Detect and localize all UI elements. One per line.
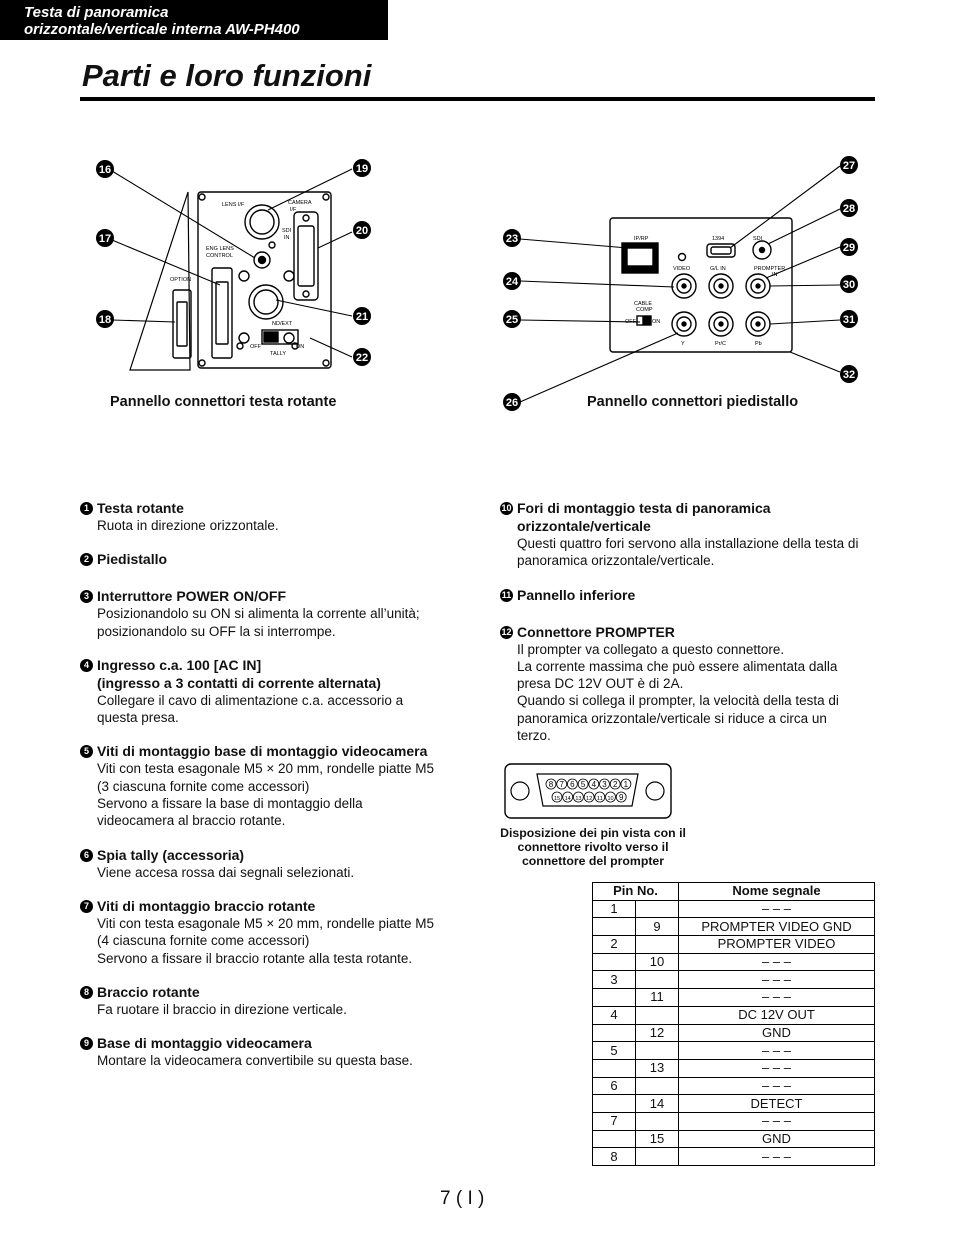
table-row bbox=[593, 1006, 875, 1024]
item-8 bbox=[80, 983, 455, 1018]
item-number: 4 bbox=[80, 659, 93, 672]
connector-pin-label: 3 bbox=[602, 780, 607, 789]
pin-cell bbox=[593, 1024, 636, 1042]
svg-text:16: 16 bbox=[98, 164, 112, 176]
item-number: 11 bbox=[501, 589, 512, 600]
signal-cell: – – – bbox=[679, 1059, 875, 1077]
pin-table bbox=[592, 882, 875, 1166]
label-tally: TALLY bbox=[270, 351, 286, 357]
item-number: 2 bbox=[80, 553, 93, 566]
connector-pin-label: 7 bbox=[559, 780, 564, 789]
connector-pin-label: 15 bbox=[553, 796, 561, 802]
callout-28 bbox=[840, 199, 858, 217]
svg-text:25: 25 bbox=[505, 314, 519, 326]
signal-cell: – – – bbox=[679, 953, 875, 971]
svg-text:20: 20 bbox=[355, 225, 369, 237]
item-number: 10 bbox=[501, 503, 512, 513]
item-heading: Viti di montaggio braccio rotante bbox=[97, 897, 316, 914]
item-12 bbox=[500, 623, 875, 745]
signal-cell: – – – bbox=[679, 1042, 875, 1060]
callout-25 bbox=[503, 310, 521, 328]
connector-pin-label: 12 bbox=[586, 796, 593, 802]
svg-text:21: 21 bbox=[355, 311, 369, 323]
item-number: 12 bbox=[501, 626, 512, 637]
label-on: ON bbox=[296, 344, 305, 350]
pin-cell: 1 bbox=[593, 900, 636, 918]
svg-text:23: 23 bbox=[505, 233, 519, 245]
callout-24 bbox=[503, 272, 521, 290]
label-pr-c: Pr/C bbox=[715, 341, 726, 347]
svg-text:24: 24 bbox=[505, 276, 519, 288]
item-body: Viene accesa rossa dai segnali selezionati. bbox=[97, 864, 355, 880]
callout-18 bbox=[96, 310, 114, 328]
callout-26 bbox=[503, 393, 521, 411]
pin-cell: 13 bbox=[636, 1059, 679, 1077]
connector-caption: Disposizione dei pin vista con il connettore rivolto verso il connettore del prompter bbox=[500, 826, 686, 868]
label-sdi-out: SDI bbox=[753, 236, 763, 242]
item-body: Il prompter va collegato a questo connettore. La corrente massima che può essere alimentata dalla presa DC 12V OUT è di 2A. Quando si collega il prompter, la velocità della testa di panoramica orizzontale/verticale si riduce a circa un terzo. bbox=[517, 641, 839, 744]
pin-cell: 6 bbox=[593, 1077, 636, 1095]
callout-17 bbox=[96, 229, 114, 247]
item-body: Viti con testa esagonale M5 × 20 mm, rondelle piatte M5 (3 ciascuna fornite come accessori) Servono a fissare la base di montaggio della videocamera al braccio rotante. bbox=[97, 761, 435, 829]
connector-pin-label: 14 bbox=[564, 796, 571, 802]
svg-text:30: 30 bbox=[842, 279, 856, 291]
pin-cell bbox=[593, 1095, 636, 1113]
pin-cell bbox=[636, 1148, 679, 1166]
table-row bbox=[593, 1077, 875, 1095]
item-body: Collegare il cavo di alimentazione c.a. accessorio a questa presa. bbox=[97, 692, 404, 726]
item-1 bbox=[80, 499, 455, 534]
callout-30 bbox=[840, 275, 858, 293]
pin-cell bbox=[593, 1059, 636, 1077]
left-figure-caption: Pannello connettori testa rotante bbox=[110, 394, 337, 410]
label-off: OFF bbox=[250, 344, 261, 350]
signal-cell: – – – bbox=[679, 1077, 875, 1095]
label-sdi: SDI bbox=[282, 228, 292, 234]
callout-31 bbox=[840, 310, 858, 328]
pin-cell: 2 bbox=[593, 936, 636, 954]
item-heading: Braccio rotante bbox=[97, 983, 200, 1000]
callout-19 bbox=[353, 159, 371, 177]
pin-cell: 9 bbox=[636, 918, 679, 936]
item-heading: Ingresso c.a. 100 [AC IN] (ingresso a 3 contatti di corrente alternata) bbox=[97, 656, 381, 691]
svg-text:32: 32 bbox=[842, 369, 856, 381]
connector-pin-label: 5 bbox=[580, 780, 586, 789]
item-body: Montare la videocamera convertibile su questa base. bbox=[97, 1053, 413, 1069]
item-2 bbox=[80, 550, 455, 568]
item-10 bbox=[500, 499, 875, 570]
table-row bbox=[593, 1148, 875, 1166]
signal-cell: PROMPTER VIDEO GND bbox=[679, 918, 875, 936]
label-camera: CAMERA bbox=[288, 200, 312, 206]
item-heading: Fori di montaggio testa di panoramica orizzontale/verticale bbox=[517, 500, 771, 534]
label-eng-control: CONTROL bbox=[206, 253, 233, 259]
table-row bbox=[593, 1130, 875, 1148]
connector-pin-label: 6 bbox=[570, 780, 575, 789]
pin-cell bbox=[636, 936, 679, 954]
signal-cell: – – – bbox=[679, 989, 875, 1007]
pin-cell bbox=[636, 900, 679, 918]
svg-text:17: 17 bbox=[98, 233, 112, 245]
left-items-column bbox=[80, 499, 455, 1085]
pin-cell: 14 bbox=[636, 1095, 679, 1113]
label-video: VIDEO bbox=[673, 266, 691, 272]
pin-cell bbox=[593, 1130, 636, 1148]
label-cable-on: ON bbox=[652, 319, 661, 325]
table-row bbox=[593, 1024, 875, 1042]
signal-cell: DC 12V OUT bbox=[679, 1006, 875, 1024]
item-body: Ruota in direzione orizzontale. bbox=[97, 518, 279, 533]
table-row bbox=[593, 989, 875, 1007]
item-number: 7 bbox=[80, 900, 93, 913]
connector-pin-label: 9 bbox=[618, 793, 624, 802]
table-row bbox=[593, 953, 875, 971]
connector-pin-label: 11 bbox=[596, 796, 603, 802]
callout-29 bbox=[840, 238, 858, 256]
item-number: 1 bbox=[80, 502, 93, 515]
item-number: 8 bbox=[80, 986, 93, 999]
pin-cell bbox=[636, 1006, 679, 1024]
pin-cell bbox=[636, 1077, 679, 1095]
svg-text:29: 29 bbox=[842, 242, 856, 254]
connector-pin-label: 8 bbox=[548, 780, 554, 789]
table-row bbox=[593, 971, 875, 989]
label-1394: 1394 bbox=[712, 236, 725, 242]
item-5 bbox=[80, 742, 455, 829]
header-title-line-2: orizzontale/verticale interna AW-PH400 bbox=[24, 21, 300, 38]
table-row bbox=[593, 1042, 875, 1060]
pin-cell bbox=[593, 953, 636, 971]
pin-cell bbox=[636, 971, 679, 989]
pin-cell: 3 bbox=[593, 971, 636, 989]
pin-cell bbox=[593, 989, 636, 1007]
connector-panels-figure bbox=[0, 0, 954, 420]
label-comp: COMP bbox=[636, 307, 653, 313]
label-option: OPTION bbox=[170, 277, 192, 283]
connector-pin-label: 10 bbox=[607, 796, 614, 802]
callout-20 bbox=[353, 221, 371, 239]
pin-cell: 11 bbox=[636, 989, 679, 1007]
label-y: Y bbox=[681, 341, 685, 347]
item-body: Fa ruotare il braccio in direzione verticale. bbox=[97, 1001, 347, 1017]
connector-pin-label: 4 bbox=[591, 780, 597, 789]
prompter-connector-diagram bbox=[500, 760, 676, 824]
callout-22 bbox=[353, 348, 371, 366]
signal-cell: – – – bbox=[679, 971, 875, 989]
pin-cell: 12 bbox=[636, 1024, 679, 1042]
right-figure-caption: Pannello connettori piedistallo bbox=[587, 394, 799, 410]
pin-cell: 15 bbox=[636, 1130, 679, 1148]
callout-21 bbox=[353, 307, 371, 325]
table-row bbox=[593, 918, 875, 936]
label-prompter-in: IN bbox=[772, 272, 778, 278]
table-row bbox=[593, 900, 875, 918]
pin-table-header bbox=[593, 883, 875, 901]
item-body: Viti con testa esagonale M5 × 20 mm, rondelle piatte M5 (4 ciascuna fornite come accessori) Servono a fissare il braccio rotante alla testa rotante. bbox=[97, 915, 435, 966]
pin-cell: 5 bbox=[593, 1042, 636, 1060]
svg-text:19: 19 bbox=[355, 163, 369, 175]
table-row bbox=[593, 936, 875, 954]
pin-cell bbox=[636, 1042, 679, 1060]
signal-cell: – – – bbox=[679, 1112, 875, 1130]
callout-23 bbox=[503, 229, 521, 247]
item-heading: Interruttore POWER ON/OFF bbox=[97, 588, 286, 605]
label-prompter: PROMPTER bbox=[754, 266, 786, 272]
table-row bbox=[593, 1095, 875, 1113]
label-cable: CABLE bbox=[634, 301, 653, 307]
item-body: Questi quattro fori servono alla installazione della testa di panoramica orizzontale/verticale. bbox=[517, 536, 859, 569]
label-eng-lens: ENG LENS bbox=[206, 246, 234, 252]
table-row bbox=[593, 1059, 875, 1077]
header-title-line-1: Testa di panoramica bbox=[24, 4, 169, 21]
item-heading: Spia tally (accessoria) bbox=[97, 846, 245, 863]
svg-text:26: 26 bbox=[505, 397, 519, 409]
svg-text:31: 31 bbox=[842, 314, 856, 326]
signal-name-header: Nome segnale bbox=[679, 883, 875, 901]
item-heading: Viti di montaggio base di montaggio videocamera bbox=[97, 743, 428, 760]
item-number: 5 bbox=[80, 745, 93, 758]
item-4 bbox=[80, 656, 455, 727]
item-6 bbox=[80, 846, 455, 881]
signal-cell: – – – bbox=[679, 900, 875, 918]
label-lens-if: LENS I/F bbox=[222, 202, 245, 208]
item-heading: Base di montaggio videocamera bbox=[97, 1035, 312, 1052]
item-heading: Pannello inferiore bbox=[517, 586, 636, 603]
signal-cell: PROMPTER VIDEO bbox=[679, 936, 875, 954]
table-row bbox=[593, 1112, 875, 1130]
label-cable-off: OFF bbox=[625, 319, 636, 325]
svg-text:28: 28 bbox=[842, 203, 856, 215]
signal-cell: DETECT bbox=[679, 1095, 875, 1113]
pin-no-header: Pin No. bbox=[593, 883, 679, 901]
item-7 bbox=[80, 897, 455, 967]
signal-cell: – – – bbox=[679, 1148, 875, 1166]
pin-cell bbox=[593, 918, 636, 936]
right-items-column bbox=[500, 499, 875, 760]
item-9 bbox=[80, 1034, 455, 1069]
label-pb: Pb bbox=[755, 341, 762, 347]
connector-pin-label: 2 bbox=[612, 780, 618, 789]
pin-cell: 7 bbox=[593, 1112, 636, 1130]
page-number: 7 ( I ) bbox=[440, 1188, 485, 1209]
item-body: Posizionandolo su ON si alimenta la corrente all’unità; posizionandolo su OFF la si interrompe. bbox=[97, 606, 420, 639]
pin-cell: 10 bbox=[636, 953, 679, 971]
pin-cell: 8 bbox=[593, 1148, 636, 1166]
label-nd-ext: ND/EXT bbox=[272, 321, 293, 327]
item-number: 6 bbox=[80, 849, 93, 862]
label-gl-in: G/L IN bbox=[710, 266, 726, 272]
callout-16 bbox=[96, 160, 114, 178]
page-title: Parti e loro funzioni bbox=[82, 58, 372, 93]
item-heading: Testa rotante bbox=[97, 500, 184, 516]
connector-pin-label: 1 bbox=[623, 780, 629, 789]
item-11 bbox=[500, 586, 875, 604]
item-heading: Piedistallo bbox=[97, 551, 168, 568]
connector-pin-label: 13 bbox=[575, 796, 582, 802]
pin-cell: 4 bbox=[593, 1006, 636, 1024]
label-ip-rp: IP/RP bbox=[634, 236, 649, 242]
svg-text:22: 22 bbox=[355, 352, 369, 364]
callout-32 bbox=[840, 365, 858, 383]
item-3 bbox=[80, 587, 455, 640]
callout-27 bbox=[840, 156, 858, 174]
label-sdi-in: IN bbox=[284, 235, 290, 241]
svg-text:27: 27 bbox=[842, 160, 856, 172]
svg-text:18: 18 bbox=[98, 314, 112, 326]
item-number: 3 bbox=[80, 590, 93, 603]
item-heading: Connettore PROMPTER bbox=[517, 623, 675, 640]
label-camera-if: I/F bbox=[290, 207, 297, 213]
signal-cell: GND bbox=[679, 1024, 875, 1042]
item-number: 9 bbox=[80, 1037, 93, 1050]
pin-cell bbox=[636, 1112, 679, 1130]
signal-cell: GND bbox=[679, 1130, 875, 1148]
